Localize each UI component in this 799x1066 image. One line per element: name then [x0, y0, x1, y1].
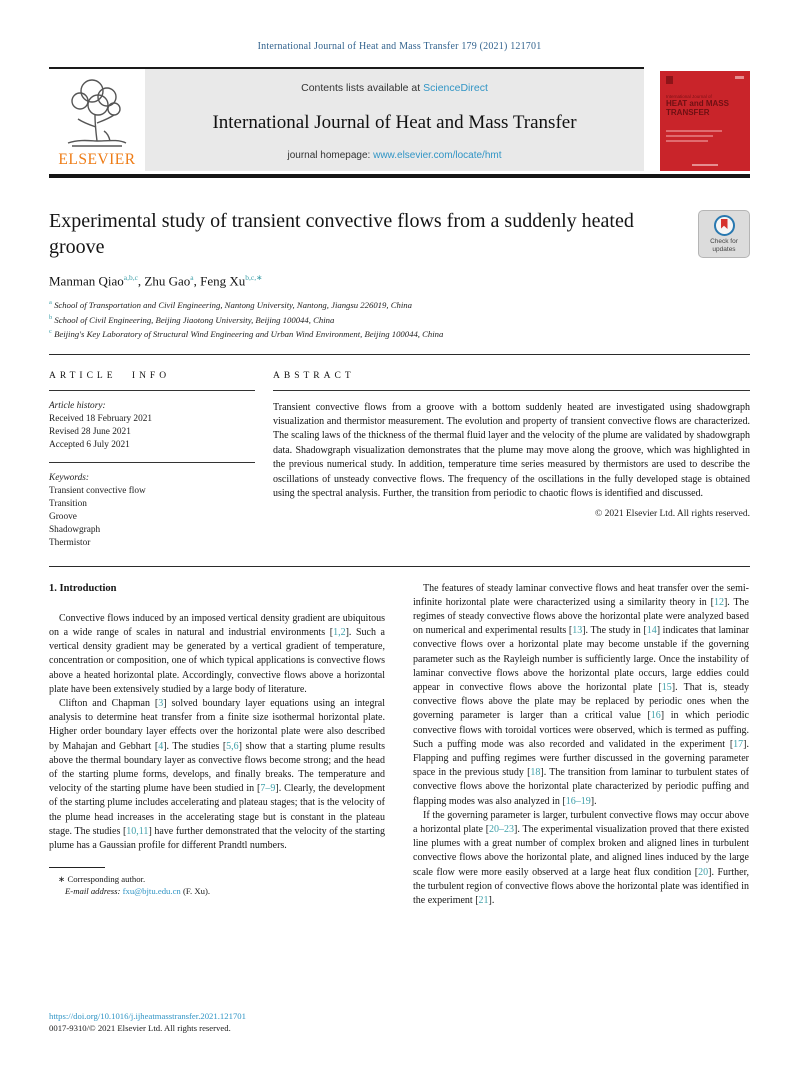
paragraph: Convective flows induced by an imposed vertical density gradient are ubiquitous on a wide range of scales in natural and industrial environments [1,2]. Such a vertical density gradient may be generated by a vertical gradient of temperature, concentration or composition, one of which typical applications is convective flows above a heated horizontal plate. Accordingly, convective flows above a horizontal plate have been extensively studied by a large body of literature. — [49, 612, 385, 695]
keywords-label: Keywords: — [49, 472, 89, 483]
issn-copyright-line: 0017-9310/© 2021 Elsevier Ltd. All rights reserved. — [49, 1023, 231, 1033]
cover-logo-mark — [666, 76, 673, 84]
homepage-line — [153, 150, 636, 161]
check-for-updates-label: Check for updates — [710, 238, 738, 253]
paragraph: Clifton and Chapman [3] solved boundary layer equations using an integral analysis to determine heat transfer from a finite size isothermal horizontal plate. Higher order boundary layer effects over the horizontal plate were also described by Mahajan and Gebhart [4]. The studies [5,6] show that a starting plume results above the thermal boundary layer as convective flows become strong; and the head of the starting plume forms, develops, and finally breaks. The temperature and velocity of the starting plume have been studied in [7–9]. Clearly, the development of the starting plume includes accelerating and plateau stages; that is the velocity of the plume head increases in the accelerating stage but is constant in the plateau stage. The studies [10,11] have further demonstrated that the velocity of the starting plume has a Gaussian profile for different Prandtl numbers. — [49, 697, 386, 851]
keywords — [49, 463, 255, 550]
citation-link[interactable]: 16–19 — [565, 795, 591, 807]
article-info-panel — [49, 355, 255, 550]
cover-kicker: International Journal of — [666, 94, 712, 99]
elsevier-tree-icon — [62, 75, 132, 149]
email-label: E-mail address: — [65, 886, 121, 897]
paragraph: The features of steady laminar convective flows and heat transfer over the semi-infinite horizontal plate were characterized using a similarity theory in [12]. The regimes of steady convective flows above the horizontal plate were analyzed based on numerical and experimental results [13]. The study in [14] indicates that laminar convective flows over a horizontal plate may become unstable if the governing parameter such as the Rayleigh number is sufficiently large. Once the instability of laminar convective flows above the horizontal plate occurs, large eddies could appear in convective flows above the horizontal plate [15]. That is, steady convective flows above the plate may be replaced by periodic ones when the governing parameter is larger than a critical value [16] in which periodic convective flows with toroidal vortices were observed, which is termed as puffing. Such a puffing mode was also recorded and validated in the experiment [17]. Flapping and puffing regimes were further discussed in the governing parameter space in the previous study [18]. The transition from laminar to turbulent states of convective flows above the horizontal plate characterized by periodic puffing and flapping modes was also analyzed in [16–19]. — [413, 582, 749, 807]
journal-cover-thumbnail[interactable] — [660, 71, 750, 171]
citation-link[interactable]: 18 — [530, 767, 541, 779]
elsevier-logo-text: ELSEVIER — [58, 151, 136, 168]
body-column-left — [49, 582, 385, 909]
author-separator: , — [193, 273, 201, 289]
citation-link[interactable]: 20–23 — [489, 823, 515, 835]
author-affil-sup[interactable]: b,c,∗ — [245, 273, 263, 282]
page-title: Experimental study of transient convective flows from a suddenly heated groove — [49, 210, 634, 258]
journal-title: International Journal of Heat and Mass Transfer — [212, 112, 577, 133]
contents-line-label: Contents lists available at — [301, 82, 421, 94]
section-heading-introduction: 1. Introduction — [49, 582, 117, 594]
author-separator: , — [137, 273, 145, 289]
citation-link[interactable]: 21 — [478, 894, 489, 906]
citation-link[interactable]: 13 — [572, 625, 583, 637]
email-link[interactable]: fxu@bjtu.edu.cn — [122, 886, 181, 897]
email-line — [49, 885, 385, 897]
citation-link[interactable]: 5,6 — [226, 740, 239, 752]
citation-link[interactable]: 15 — [661, 681, 672, 693]
citation-link[interactable]: 12 — [713, 596, 724, 608]
crossmark-icon — [714, 215, 735, 236]
citation-link[interactable]: 14 — [646, 625, 657, 637]
citation-link[interactable]: 10,11 — [126, 825, 149, 837]
affiliation-line: $^b$ School of Civil Engineering, Beijing Jiaotong University, Beijing 100044, China — [49, 313, 335, 325]
author-name[interactable]: Manman Qiao — [49, 273, 124, 289]
article-history — [49, 391, 255, 463]
cover-title-line1: HEAT and MASS — [666, 99, 729, 108]
journal-header-left — [49, 67, 644, 171]
affiliations — [49, 297, 750, 340]
cover-title-line2: TRANSFER — [666, 108, 710, 117]
affiliation-line: $^c$ Beijing's Key Laboratory of Structural Wind Engineering and Urban Wind Environment, Beijing 100044, China — [49, 328, 444, 339]
citation-link[interactable]: 4 — [158, 740, 164, 752]
cover-decoration-footer — [692, 164, 718, 166]
footnote — [49, 867, 385, 897]
header-divider — [49, 174, 750, 178]
corresponding-author-note: ∗ Corresponding author. — [58, 874, 146, 885]
history-accepted: Accepted 6 July 2021 — [49, 439, 130, 450]
cover-decoration — [735, 76, 744, 79]
citation-link[interactable]: 7–9 — [260, 783, 276, 795]
citation-link[interactable]: 17 — [733, 738, 744, 750]
keyword: Transition — [49, 498, 87, 509]
paragraph: If the governing parameter is larger, turbulent convective flows may occur above a horizontal plate [20–23]. The experimental visualization proved that there existed line plumes with a great number of complex broken and aligned lines in turbulent convective flows above the horizontal plate, and aligned lines induced by the large scale flow were more easily observed at a large heat flux condition [20]. Further, the turbulent region of convective flows above the horizontal plate was identified in the experiment [21]. — [413, 809, 749, 906]
check-for-updates-badge[interactable] — [698, 210, 750, 258]
keyword: Groove — [49, 511, 77, 522]
citation-link[interactable]: 20 — [698, 866, 709, 878]
journal-masthead — [145, 69, 644, 171]
author-line — [49, 273, 750, 289]
elsevier-logo[interactable] — [49, 69, 145, 171]
citation-link[interactable]: 1,2 — [333, 626, 346, 638]
contents-line — [153, 82, 636, 94]
homepage-link[interactable]: www.elsevier.com/locate/hmt — [373, 150, 502, 161]
history-revised: Revised 28 June 2021 — [49, 426, 131, 437]
author-affil-sup[interactable]: a,b,c — [123, 273, 138, 282]
homepage-label: journal homepage: — [287, 150, 371, 161]
doi-link[interactable]: https://doi.org/10.1016/j.ijheatmasstransfer.2021.121701 — [49, 1011, 246, 1021]
author-name[interactable]: Feng Xu — [200, 273, 246, 289]
footnote-rule — [49, 867, 105, 868]
author-affil-sup[interactable]: a — [190, 273, 194, 282]
keyword: Thermistor — [49, 537, 91, 548]
abstract-copyright: © 2021 Elsevier Ltd. All rights reserved. — [595, 509, 750, 520]
keyword: Transient convective flow — [49, 485, 146, 496]
article-history-label: Article history: — [49, 400, 106, 411]
author-name[interactable]: Zhu Gao — [144, 273, 191, 289]
keyword: Shadowgraph — [49, 524, 101, 535]
journal-header — [49, 67, 750, 171]
affiliation-line: $^a$ School of Transportation and Civil Engineering, Nantong University, Nantong, Jiangsu 226019, China — [49, 299, 412, 311]
abstract-text: Transient convective flows from a groove with a bottom suddenly heated are investigated using shadowgraph visualization and thermistor measurement. The evolution and property of transient convective flows are characterized. The scaling laws of the thickness of the thermal fluid layer and the velocity of the plume are validated by shadowgraph data. Shadowgraph visualization demonstrates that the plume may move along the groove, which was highlighted in the previous numerical study. In addition, temperature time series measured by thermistors are used to describe the oscillations of unsteady convective flows. The frequency of the oscillations in the fully developed stage is obtained using the spectral analysis. Further, the transition from periodic to chaotic flows is identified and discussed. — [273, 401, 750, 499]
cover-decoration-top — [666, 76, 744, 86]
history-received: Received 18 February 2021 — [49, 413, 153, 424]
cover-decoration-lines — [666, 127, 744, 145]
email-suffix: (F. Xu). — [182, 886, 211, 897]
body-column-right — [413, 582, 749, 909]
abstract-heading: ABSTRACT — [273, 371, 750, 391]
page-footer — [49, 1010, 246, 1034]
citation-link[interactable]: 3 — [158, 697, 164, 709]
sciencedirect-link[interactable]: ScienceDirect — [423, 82, 488, 94]
citation-link[interactable]: 16 — [650, 710, 661, 722]
abstract-panel — [273, 355, 750, 550]
body-divider — [49, 566, 750, 567]
running-head-journal-ref[interactable]: International Journal of Heat and Mass Transfer 179 (2021) 121701 — [257, 41, 542, 52]
article-info-heading: ARTICLE INFO — [49, 371, 255, 391]
